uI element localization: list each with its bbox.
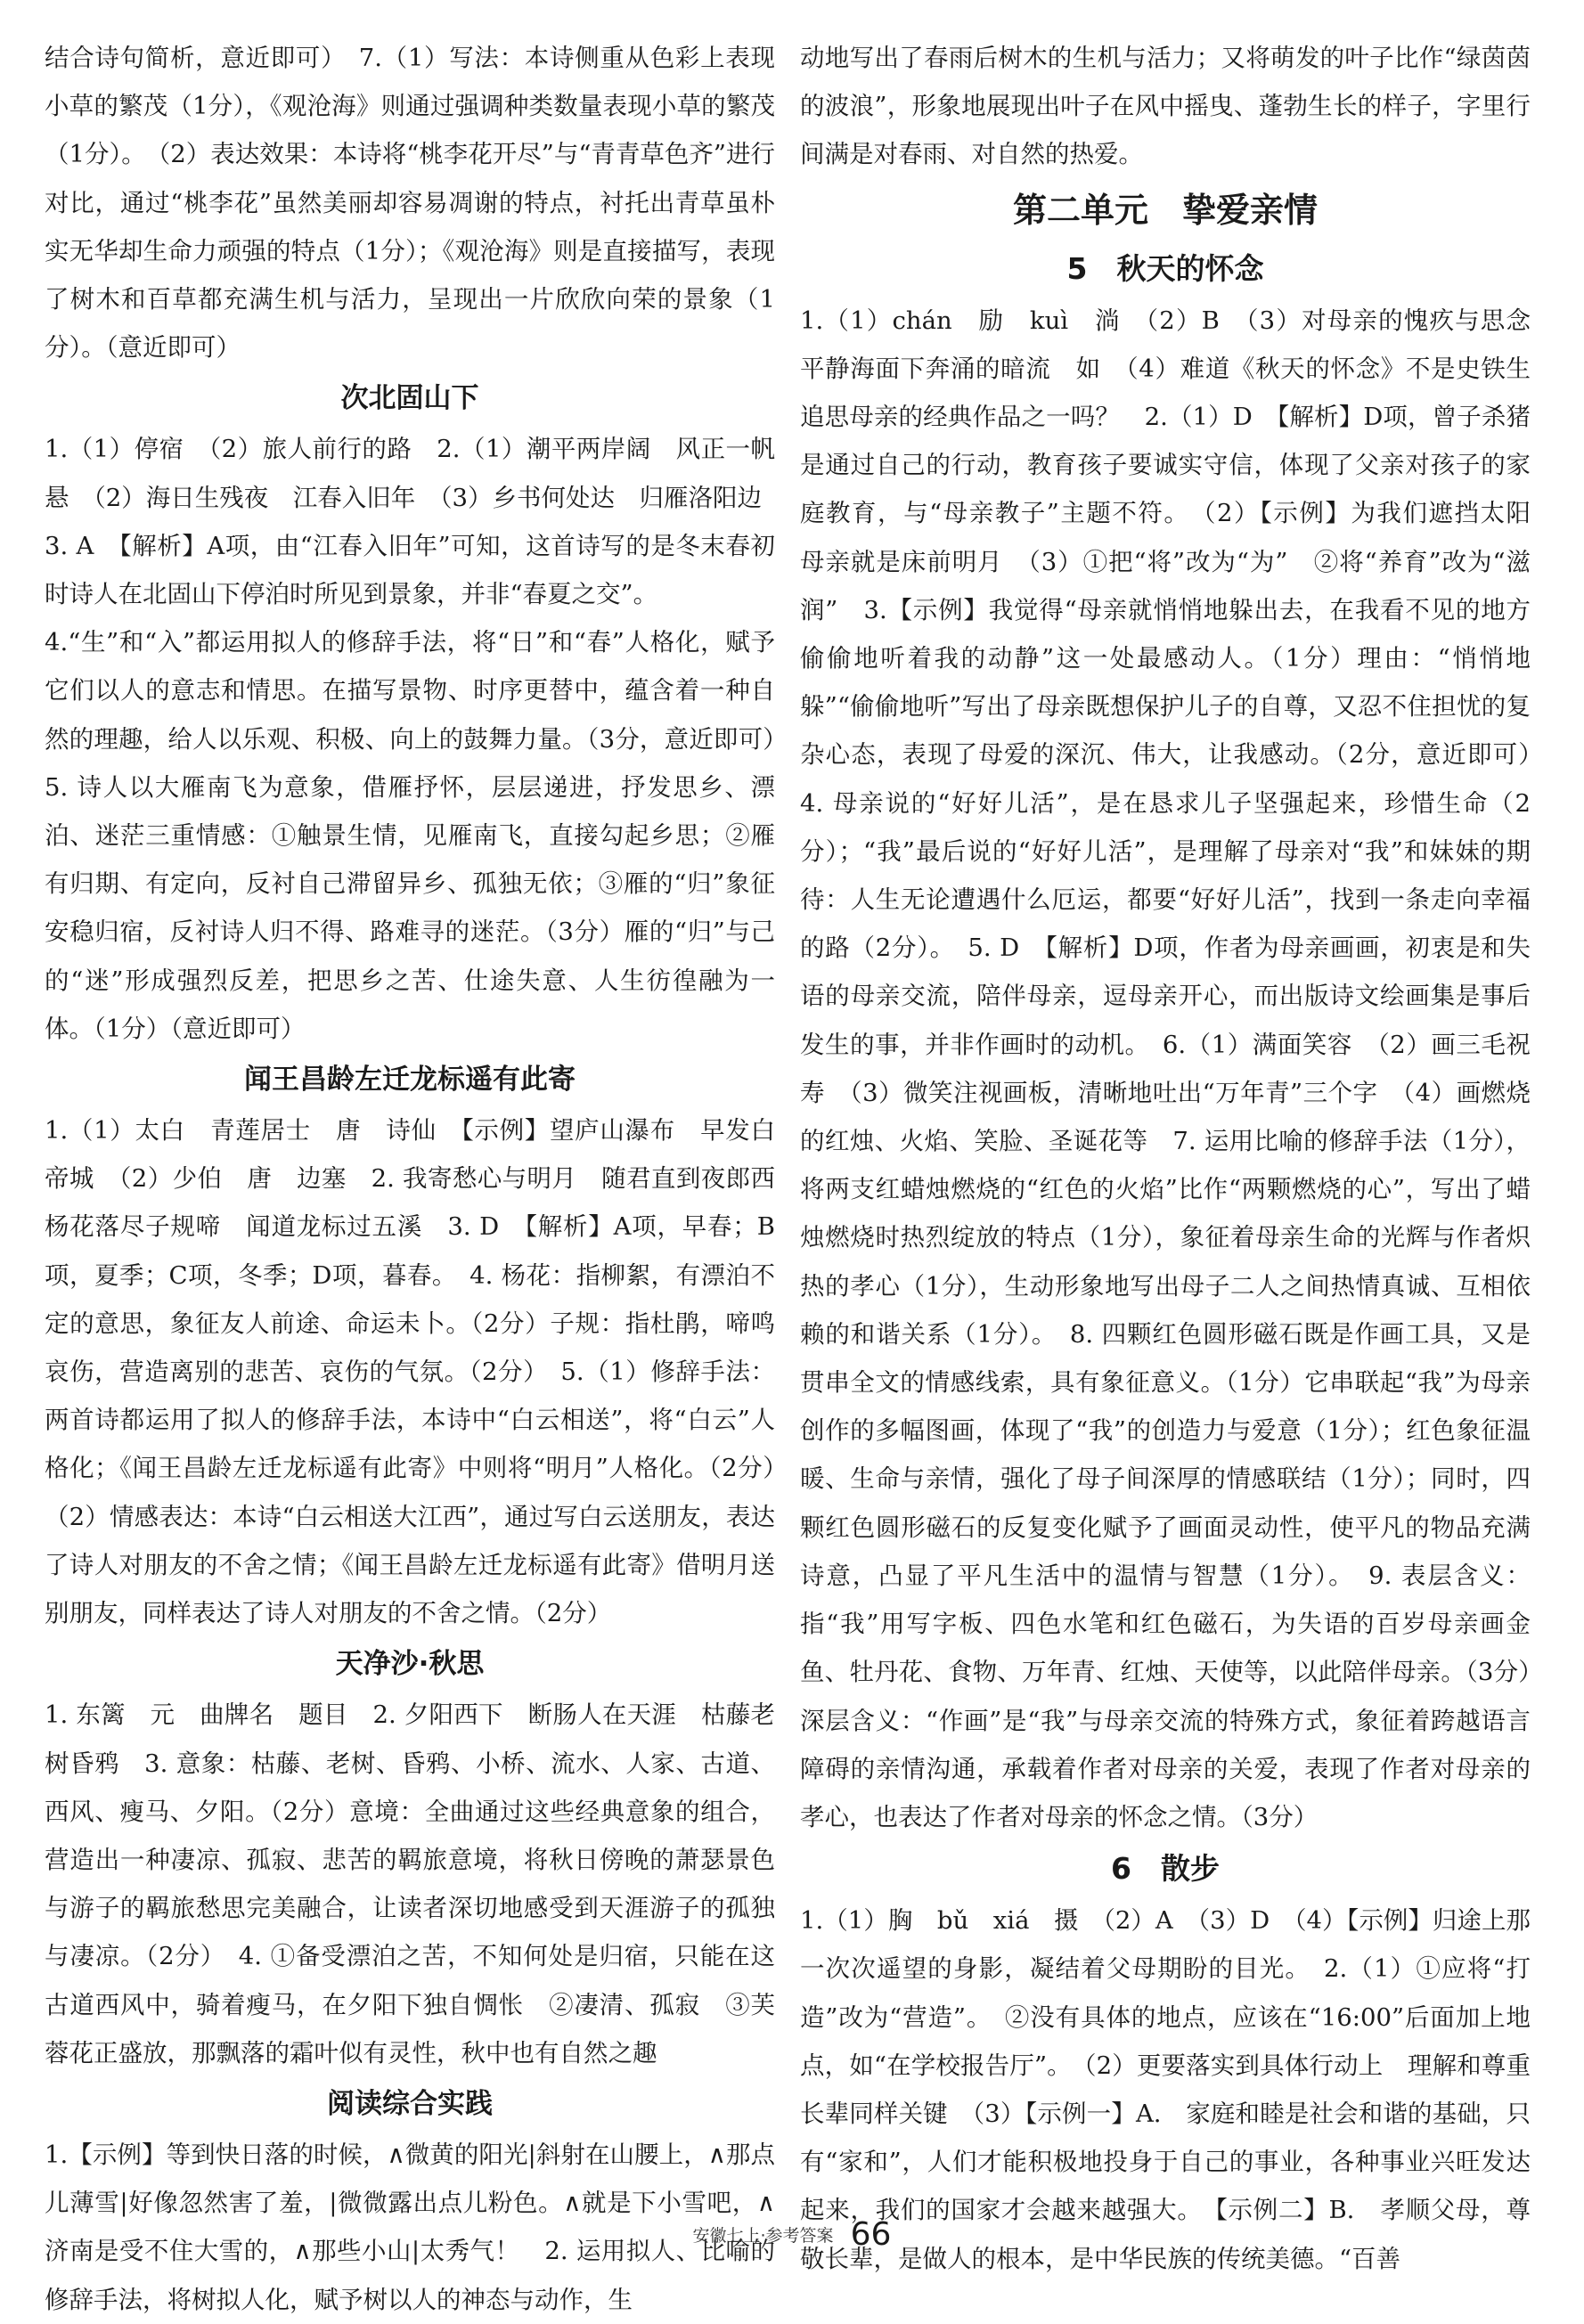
- answer-paragraph: 结合诗句简析，意近即可） 7.（1）写法：本诗侧重从色彩上表现小草的繁茂（1分），《观沧海》则通过强调种类数量表现小草的繁茂（1分）。 （2）表达效果：本诗将“桃李花开尽”与“青青草色齐”进行对比，通过“桃李花”虽然美丽却容易凋谢的特点，衬托出青草虽朴实无华却生命力顽强的特点（1分）；《观沧海》则是直接描写，表现了树木和百草都充满生机与活力，呈现出一片欣欣向荣的景象（1分）。（意近即可）: [45, 44, 775, 363]
- page-footer: [0, 2216, 1584, 2253]
- page-number: 66: [850, 2216, 892, 2253]
- section-title: 天净沙·秋思: [335, 1648, 485, 1681]
- answer-paragraph: 动地写出了春雨后树木的生机与活力；又将萌发的叶子比作“绿茵茵的波浪”，形象地展现出叶子在风中摇曳、蓬勃生长的样子，字里行间满是对春雨、对自然的热爱。: [800, 44, 1531, 169]
- answer-paragraph: 3. A 【解析】A项，由“江春入旧年”可知，这首诗写的是冬末春初时诗人在北固山下停泊时所见到景象，并非“春夏之交”。: [45, 531, 775, 609]
- section-title: 闻王昌龄左迁龙标遥有此寄: [244, 1064, 576, 1097]
- footer-label: 安徽七上·参考答案: [692, 2226, 834, 2246]
- answer-paragraph: 1.【示例】等到快日落的时候，∧微黄的阳光|斜射在山腰上，∧那点儿薄雪|好像忽然害了羞，|微微露出点儿粉色。∧就是下小雪吧，∧济南是受不住大雪的，∧那些小山|太秀气！ 2. 运用拟人、比喻的修辞手法，将树拟人化，赋予树以人的神态与动作，生: [45, 2140, 775, 2314]
- answer-paragraph: 1.（1）太白 青莲居士 唐 诗仙 【示例】望庐山瀑布 早发白帝城 （2）少伯 唐 边塞 2. 我寄愁心与明月 随君直到夜郎西 杨花落尽子规啼 闻道龙标过五溪 3. D 【解析】A项，早春；B项，夏季；C项，冬季；D项，暮春。 4. 杨花：指柳絮，有漂泊不定的意思，象征友人前途、命运未卜。（2分）子规：指杜鹃，啼鸣哀伤，营造离别的悲苦、哀伤的气氛。（2分） 5.（1）修辞手法：两首诗都运用了拟人的修辞手法，本诗中“白云相送”，将“白云”人格化；《闻王昌龄左迁龙标遥有此寄》中则将“明月”人格化。（2分） （2）情感表达：本诗“白云相送大江西”，通过写白云送朋友，表达了诗人对朋友的不舍之情；《闻王昌龄左迁龙标遥有此寄》借明月送别朋友，同样表达了诗人对朋友的不舍之情。（2分）: [45, 1116, 800, 1628]
- section-title: 阅读综合实践: [327, 2087, 493, 2120]
- answer-paragraph: 1. 东篱 元 曲牌名 题目 2. 夕阳西下 断肠人在天涯 枯藤老树昏鸦 3. 意象：枯藤、老树、昏鸦、小桥、流水、人家、古道、西风、瘦马、夕阳。（2分）意境：全曲通过这些经典意象的组合，营造出一种凄凉、孤寂、悲苦的羁旅意境，将秋日傍晚的萧瑟景色与游子的羁旅愁思完美融合，让读者深切地感受到天涯游子的孤独与凄凉。（2分） 4. ①备受漂泊之苦，不知何处是归宿，只能在这古道西风中，骑着瘦马，在夕阳下独自惆怅 ②凄清、孤寂 ③芙蓉花正盛放，那飘落的霜叶似有灵性，秋中也有自然之趣: [45, 1700, 775, 2067]
- section-title: 次北固山下: [340, 382, 479, 415]
- lesson-title: 6 散步: [1111, 1851, 1220, 1887]
- answer-paragraph: 1.（1）chán 励 kuì 淌 （2）B （3）对母亲的愧疚与思念 平静海面下奔涌的暗流 如 （4）难道《秋天的怀念》不是史铁生追思母亲的经典作品之一吗？ 2.（1）D 【解析】D项，曾子杀猪是通过自己的行动，教育孩子要诚实守信，体现了父亲对孩子的家庭教育，与“母亲教子”主题不符。 （2）【示例】为我们遮挡太阳 母亲就是床前明月 （3）①把“将”改为“为” ②将“养育”改为“滋润” 3.【示例】我觉得“母亲就悄悄地躲出去，在我看不见的地方偷偷地听着我的动静”这一处最感动人。（1分）理由：“悄悄地躲”“偷偷地听”写出了母亲既想保护儿子的自尊，又忍不住担忧的复杂心态，表现了母爱的深沉、伟大，让我感动。（2分，意近即可） 4. 母亲说的“好好儿活”，是在恳求儿子坚强起来，珍惜生命（2分）；“我”最后说的“好好儿活”，是理解了母亲对“我”和妹妹的期待：人生无论遭遇什么厄运，都要“好好儿活”，找到一条走向幸福的路（2分）。 5. D 【解析】D项，作者为母亲画画，初衷是和失语的母亲交流，陪伴母亲，逗母亲开心，而出版诗文绘画集是事后发生的事，并非作画时的动机。 6.（1）满面笑容 （2）画三毛祝寿 （3）微笑注视画板，清晰地吐出“万年青”三个字 （4）画燃烧的红烛、火焰、笑脸、圣诞花等 7. 运用比喻的修辞手法（1分），将两支红蜡烛燃烧的“红色的火焰”比作“两颗燃烧的心”，写出了蜡烛燃烧时热烈绽放的特点（1分），象征着母亲生命的光辉与作者炽热的孝心（1分），生动形象地写出母子二人之间热情真诚、互相依赖的和谐关系（1分）。 8. 四颗红色圆形磁石既是作画工具，又是贯串全文的情感线索，具有象征意义。（1分）它串联起“我”为母亲创作的多幅图画，体现了“我”的创造力与爱意（1分）；红色象征温暖、生命与亲情，强化了母子间深厚的情感联结（1分）；同时，四颗红色圆形磁石的反复变化赋予了画面灵动性，使平凡的物品充满诗意，凸显了平凡生活中的温情与智慧（1分）。 9. 表层含义：指“我”用写字板、四色水笔和红色磁石，为失语的百岁母亲画金鱼、牡丹花、食物、万年青、红烛、天使等，以此陪伴母亲。（3分）深层含义：“作画”是“我”与母亲交流的特殊方式，象征着跨越语言障碍的亲情沟通，承载着作者对母亲的关爱，表现了作者对母亲的孝心，也表达了作者对母亲的怀念之情。（3分）: [800, 306, 1555, 1831]
- right-column: [800, 34, 1555, 2283]
- answer-paragraph: 1.（1）胸 bǔ xiá 摄 （2）A （3）D （4）【示例】归途上那一次次遥望的身影，凝结着父母期盼的目光。 2.（1）①应将“打造”改为“营造”。 ②没有具体的地点，应该在“16:00”后面加上地点，如“在学校报告厅”。 （2）更要落实到具体行动上 理解和尊重长辈同样关键 （3）【示例一】A. 家庭和睦是社会和谐的基础，只有“家和”，人们才能积极地投身于自己的事业，各种事业兴旺发达起来，我们的国家才会越来越强大。 【示例二】B. 孝顺父母，尊敬长辈，是做人的根本，是中华民族的传统美德。“百善: [800, 1906, 1531, 2273]
- unit-title: 第二单元 挚爱亲情: [1012, 190, 1318, 230]
- lesson-title: 5 秋天的怀念: [1066, 250, 1264, 286]
- left-column: [45, 34, 800, 2324]
- answer-paragraph: 1.（1）停宿 （2）旅人前行的路 2.（1）潮平两岸阔 风正一帆悬 （2）海日生残夜 江春入旧年 （3）乡书何处达 归雁洛阳边: [45, 435, 775, 512]
- answer-paragraph: 4.“生”和“入”都运用拟人的修辞手法，将“日”和“春”人格化，赋予它们以人的意志和情思。在描写景物、时序更替中，蕴含着一种自然的理趣，给人以乐观、积极、向上的鼓舞力量。（3分，意近即可） 5. 诗人以大雁南飞为意象，借雁抒怀，层层递进，抒发思乡、漂泊、迷茫三重情感：①触景生情，见雁南飞，直接勾起乡思；②雁有归期、有定向，反衬自己滞留异乡、孤独无依；③雁的“归”象征安稳归宿，反衬诗人归不得、路难寻的迷茫。（3分）雁的“归”与己的“迷”形成强烈反差，把思乡之苦、仕途失意、人生彷徨融为一体。（1分）（意近即可）: [45, 628, 800, 1043]
